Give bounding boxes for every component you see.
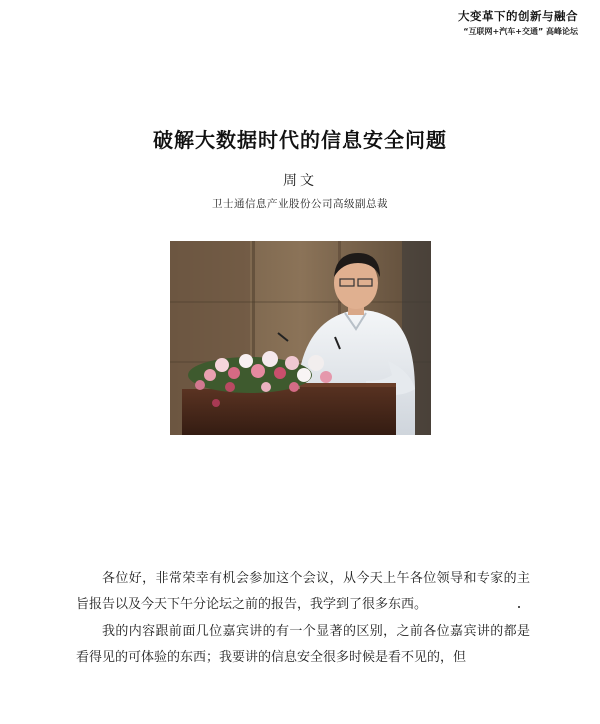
running-header <box>458 8 578 37</box>
header-title: 大变革下的创新与融合 <box>458 9 578 23</box>
article-title: 破解大数据时代的信息安全问题 <box>153 128 447 152</box>
speaker-at-podium-photo-icon <box>170 241 431 435</box>
body-paragraph: 我的内容跟前面几位嘉宾讲的有一个显著的区别，之前各位嘉宾讲的都是看得见的可体验的东西；我要讲的信息安全很多时候是看不见的，但 <box>76 624 530 665</box>
author-name: 周文 <box>283 173 317 189</box>
article-body <box>76 566 530 672</box>
header-subtitle: “互联网+汽车+交通” 高峰论坛 <box>463 27 578 36</box>
scan-speck <box>518 606 520 608</box>
author-affiliation: 卫士通信息产业股份公司高级副总裁 <box>212 198 388 210</box>
speaker-photo <box>170 241 431 435</box>
body-paragraph: 各位好，非常荣幸有机会参加这个会议，从今天上午各位领导和专家的主旨报告以及今天下午分论坛之前的报告，我学到了很多东西。 <box>76 571 530 612</box>
